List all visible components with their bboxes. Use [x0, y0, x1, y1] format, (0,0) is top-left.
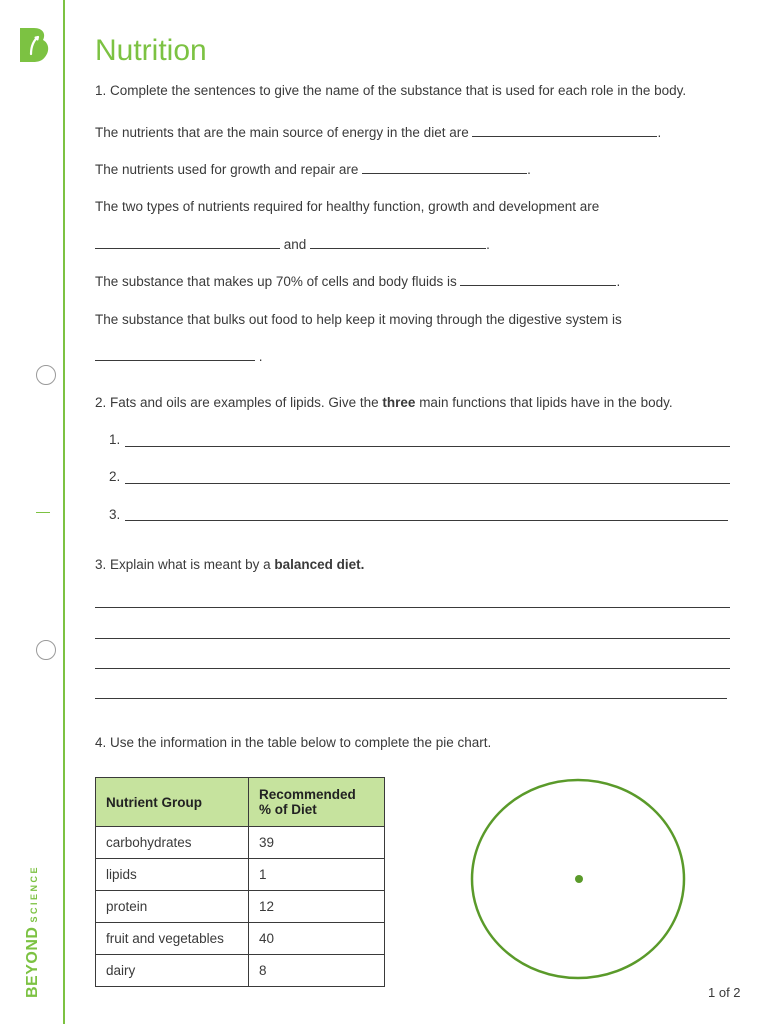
margin-line [63, 0, 65, 1024]
q1-s4-text: The substance that makes up 70% of cells and body fluids is [95, 274, 457, 289]
table-row [96, 859, 385, 891]
page-title: Nutrition [95, 34, 207, 67]
nutrient-group-cell: fruit and vegetables [96, 923, 249, 955]
answer-blank-growth[interactable] [362, 162, 527, 174]
brand-word-beyond: BEYOND [24, 926, 41, 998]
pie-center-dot [575, 875, 583, 883]
table-row [96, 955, 385, 987]
blank-pie-chart[interactable] [470, 777, 690, 983]
table-row [96, 923, 385, 955]
q2-suffix: main functions that lipids have in the body. [419, 395, 673, 410]
nutrient-group-cell: carbohydrates [96, 827, 249, 859]
answer-line[interactable] [95, 638, 730, 639]
percent-cell: 8 [249, 955, 385, 987]
q1-sentence-2 [95, 162, 531, 177]
punch-hole [36, 365, 56, 385]
period: . [486, 237, 490, 252]
q2-item-number: 3. [109, 507, 121, 522]
q3-prompt [95, 557, 364, 572]
answer-line[interactable] [125, 483, 730, 484]
q1-prompt: 1. Complete the sentences to give the name of the substance that is used for each role in the body. [95, 83, 687, 98]
q1-s1-text: The nutrients that are the main source of energy in the diet are [95, 125, 469, 140]
q2-prompt [95, 395, 673, 410]
brand-word-science: SCIENCE [29, 865, 39, 923]
answer-line[interactable] [95, 607, 730, 608]
fold-mark [36, 512, 50, 513]
answer-line[interactable] [95, 698, 727, 699]
answer-blank-energy[interactable] [472, 125, 657, 137]
table-row [96, 891, 385, 923]
answer-blank-nutrient-type-1[interactable] [95, 237, 280, 249]
q1-sentence-3-blanks [95, 237, 490, 252]
nutrient-group-cell: lipids [96, 859, 249, 891]
q2-bold: three [382, 395, 416, 410]
nutrient-table [95, 777, 385, 987]
percent-cell: 39 [249, 827, 385, 859]
percent-cell: 12 [249, 891, 385, 923]
answer-line[interactable] [95, 668, 730, 669]
table-row [96, 827, 385, 859]
header-recommended-pct [249, 778, 385, 827]
period: . [616, 274, 621, 289]
period: . [657, 125, 662, 140]
punch-hole [36, 640, 56, 660]
percent-cell: 1 [249, 859, 385, 891]
beyond-logo [14, 24, 52, 66]
brand-vertical [24, 865, 42, 998]
q2-item-number: 2. [109, 469, 121, 484]
nutrient-group-cell: protein [96, 891, 249, 923]
page-number: 1 of 2 [708, 985, 741, 1000]
q4-prompt: 4. Use the information in the table below to complete the pie chart. [95, 735, 492, 750]
q1-s2-text: The nutrients used for growth and repair are [95, 162, 359, 177]
answer-blank-water[interactable] [460, 274, 616, 286]
period: . [527, 162, 531, 177]
and-text: and [283, 237, 307, 252]
table-header-row [96, 778, 385, 827]
percent-cell: 40 [249, 923, 385, 955]
q1-sentence-1 [95, 125, 661, 140]
q2-prefix: 2. Fats and oils are examples of lipids. Give the [95, 395, 379, 410]
answer-line[interactable] [125, 520, 728, 521]
q1-sentence-5: The substance that bulks out food to help keep it moving through the digestive system is [95, 312, 622, 327]
nutrient-group-cell: dairy [96, 955, 249, 987]
answer-blank-fibre[interactable] [95, 349, 255, 361]
q1-sentence-3: The two types of nutrients required for healthy function, growth and development are [95, 199, 600, 214]
answer-line[interactable] [125, 446, 730, 447]
q2-item-number: 1. [109, 432, 121, 447]
q1-sentence-5-blank [95, 349, 263, 364]
header-pct-of-diet: % of Diet [259, 802, 317, 817]
header-recommended: Recommended [259, 787, 356, 802]
q1-sentence-4 [95, 274, 620, 289]
q3-prefix: 3. Explain what is meant by a [95, 557, 271, 572]
header-nutrient-group: Nutrient Group [96, 778, 249, 827]
answer-blank-nutrient-type-2[interactable] [310, 237, 486, 249]
period: . [258, 349, 263, 364]
q3-bold: balanced diet. [274, 557, 365, 572]
